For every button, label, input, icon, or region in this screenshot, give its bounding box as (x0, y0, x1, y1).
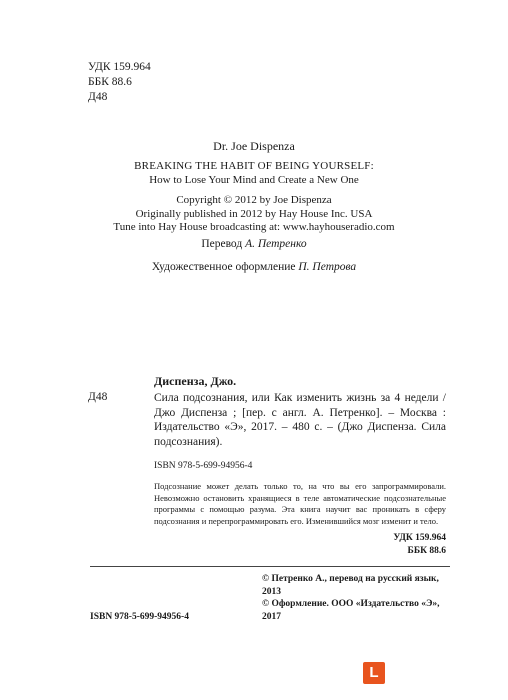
copyright-line: Copyright © 2012 by Joe Dispenza (176, 194, 332, 206)
bbk-code-bottom: ББК 88.6 (407, 545, 446, 556)
logo-letter: L (369, 664, 379, 681)
translation-credit (0, 238, 508, 250)
udk-code-bottom: УДК 159.964 (393, 533, 446, 543)
udk-code: УДК 159.964 (88, 61, 151, 73)
catalog-description: Сила подсознания, или Как изменить жизнь за 4 недели / Джо Диспенза ; [пер. с англ. А. Петренко]. – Москва : Издательство «Э», 2017. – 480 с. – (Джо Диспенза. Сила подсознания). (154, 392, 446, 448)
catalog-author: Диспенза, Джо. (154, 374, 237, 388)
isbn-bottom: ISBN 978-5-699-94956-4 (90, 612, 189, 622)
design-label: Художественное оформление (151, 261, 296, 273)
classification-codes-top (88, 60, 151, 105)
designer-name: П. Петрова (298, 261, 357, 273)
classification-codes-bottom (393, 532, 446, 557)
catalog-isbn: ISBN 978-5-699-94956-4 (154, 461, 253, 471)
original-author: Dr. Joe Dispenza (213, 139, 295, 153)
broadcast-line: Tune into Hay House broadcasting at: www.hayhouseradio.com (113, 221, 395, 233)
bbk-code: ББК 88.6 (88, 76, 132, 88)
design-copyright: © Оформление. ООО «Издательство «Э», 2017 (262, 599, 440, 622)
original-copyright-block (0, 194, 508, 235)
divider-rule (90, 566, 450, 567)
original-title: BREAKING THE HABIT OF BEING YOURSELF: (134, 160, 374, 172)
author-mark-code: Д48 (88, 91, 108, 103)
translation-label: Перевод (201, 238, 243, 250)
original-subtitle: How to Lose Your Mind and Create a New One (149, 174, 359, 186)
catalog-code: Д48 (88, 391, 108, 403)
translator-name: А. Петренко (245, 238, 307, 250)
annotation-text: Подсознание может делать только то, на что вы его запрограммировали. Невозможно остановить хранящиеся в теле автоматические подсознательные программы с помощью разума. Эта книга научит вас проникать в сферу подсознания и перепрограммировать его. Изменившийся мозг изменит и тело. (154, 481, 446, 526)
copyright-notices (262, 573, 452, 623)
design-credit (0, 261, 508, 273)
translation-copyright: © Петренко А., перевод на русский язык, 2013 (262, 574, 439, 597)
published-line: Originally published in 2012 by Hay House Inc. USA (135, 207, 373, 220)
